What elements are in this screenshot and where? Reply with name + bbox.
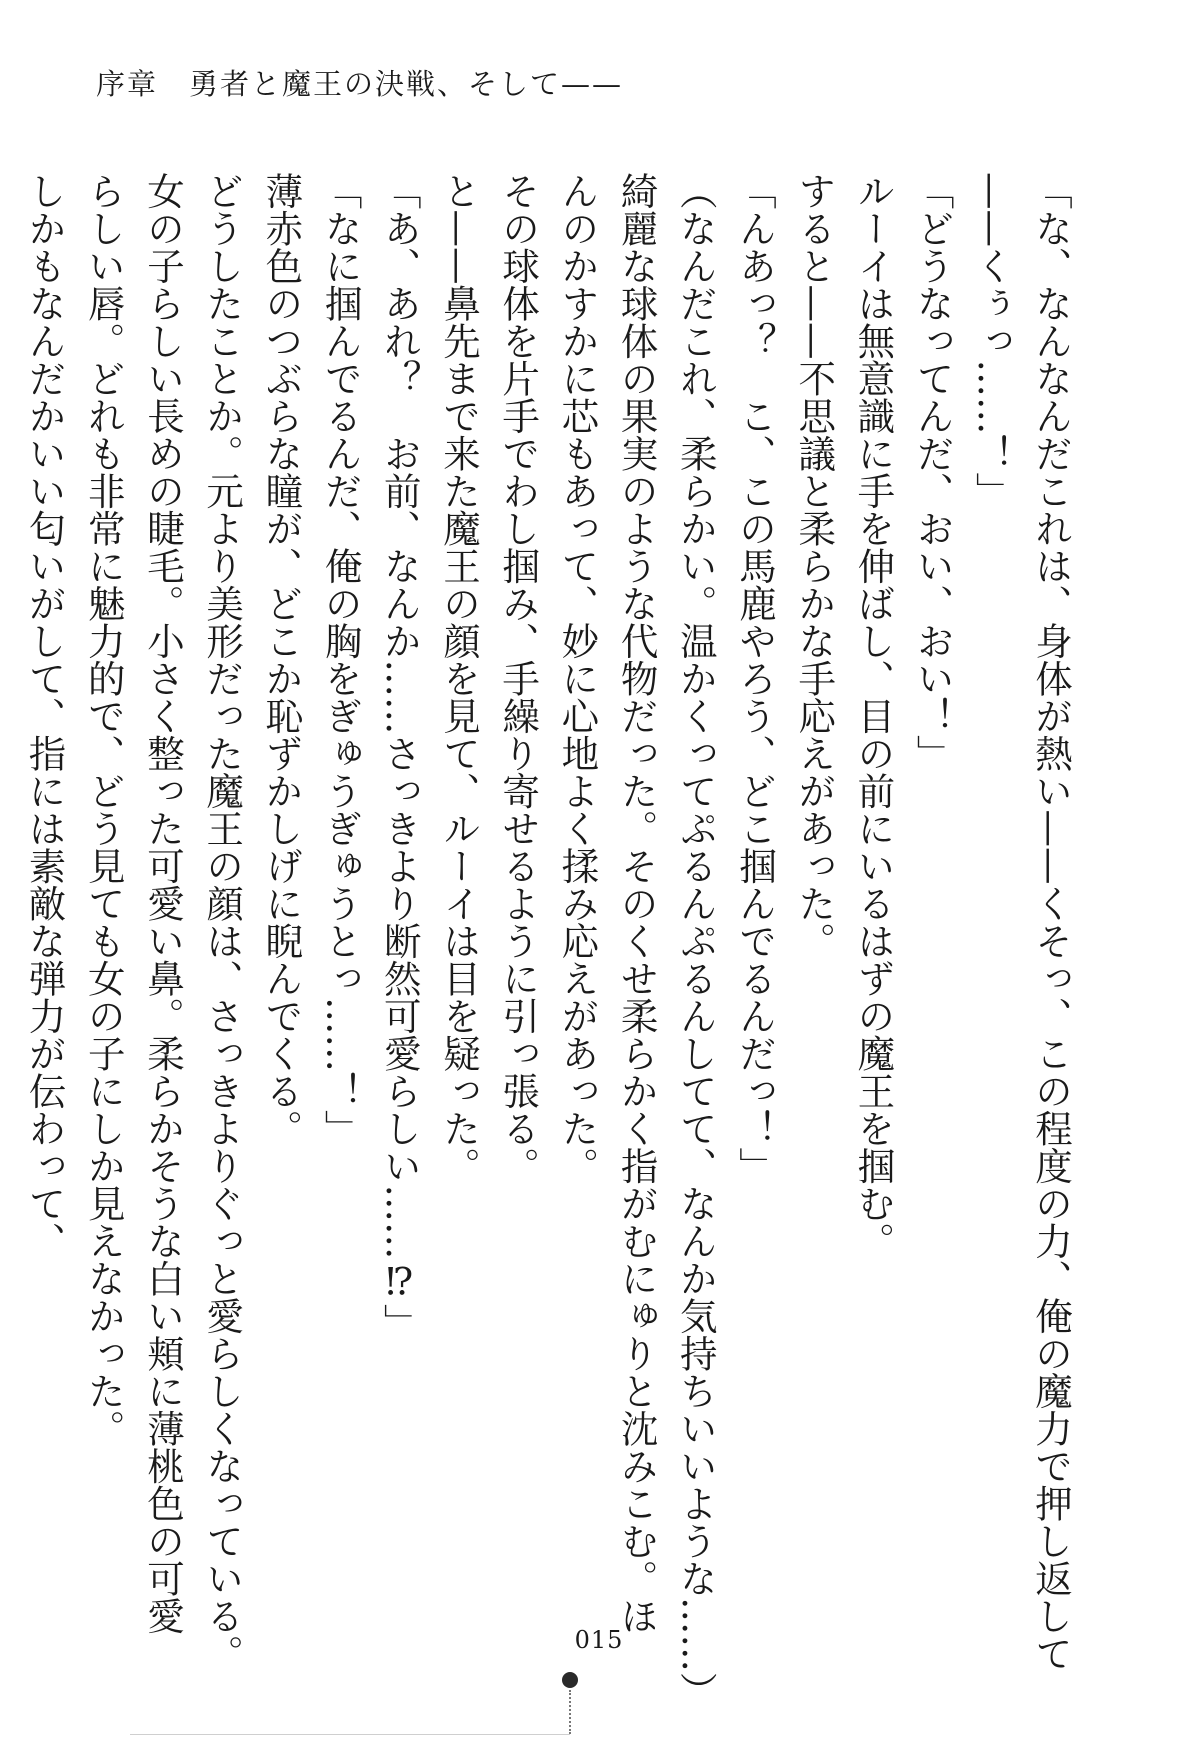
- page-number: 015: [574, 1626, 624, 1654]
- text-line: らしい唇。どれも非常に魅力的で、どう見ても女の子にしか見えなかった。: [81, 172, 126, 1447]
- bottom-edge-line: [130, 1734, 570, 1735]
- text-line: ——くぅっ……！」: [969, 172, 1014, 510]
- text-line: ルーイは無意識に手を伸ばし、目の前にいるはずの魔王を掴む。: [851, 172, 896, 1260]
- text-line: どうしたことか。元より美形だった魔王の顔は、さっきよりぐっと愛らしくなっている。: [200, 172, 245, 1672]
- text-line: （なんだこれ、柔らかい。温かくってぷるんぷるんしてて、なんか気持ちいいような……）: [673, 172, 718, 1710]
- text-line: んのかすかに芯もあって、妙に心地よく揉み応えがあった。: [555, 172, 600, 1185]
- text-line: 「な、なんなんだこれは、身体が熱い——くそっ、この程度の力、俺の魔力で押し返して: [1029, 172, 1073, 1672]
- text-line: しかもなんだかいい匂いがして、指には素敵な弾力が伝わって、: [22, 172, 67, 1260]
- text-line: 「あ、あれ？ お前、なんか……さっきより断然可愛らしい……⁉」: [377, 172, 422, 1341]
- running-header: 序章 勇者と魔王の決戦、そして——: [96, 67, 624, 101]
- text-line: 薄赤色のつぶらな瞳が、どこか恥ずかしげに睨んでくる。: [259, 172, 304, 1147]
- text-line: 「なに掴んでるんだ、俺の胸をぎゅうぎゅうとっ……！」: [318, 172, 363, 1147]
- folio-dotted-stem: [569, 1690, 573, 1734]
- text-line: 「んあっ？ こ、この馬鹿やろう、どこ掴んでるんだっ！」: [732, 172, 777, 1185]
- text-line: と——鼻先まで来た魔王の顔を見て、ルーイは目を疑った。: [436, 172, 481, 1185]
- folio-dot-ornament: [562, 1672, 578, 1688]
- text-line: 綺麗な球体の果実のような代物だった。そのくせ柔らかく指がむにゅりと沈みこむ。ほ: [614, 172, 659, 1635]
- text-line: その球体を片手でわし掴み、手繰り寄せるように引っ張る。: [496, 172, 541, 1185]
- text-line: 女の子らしい長めの睫毛。小さく整った可愛い鼻。柔らかそうな白い頬に薄桃色の可愛: [140, 172, 185, 1635]
- text-line: すると——不思議と柔らかな手応えがあった。: [792, 172, 837, 960]
- text-line: 「どうなってんだ、おい、おい！」: [910, 172, 955, 772]
